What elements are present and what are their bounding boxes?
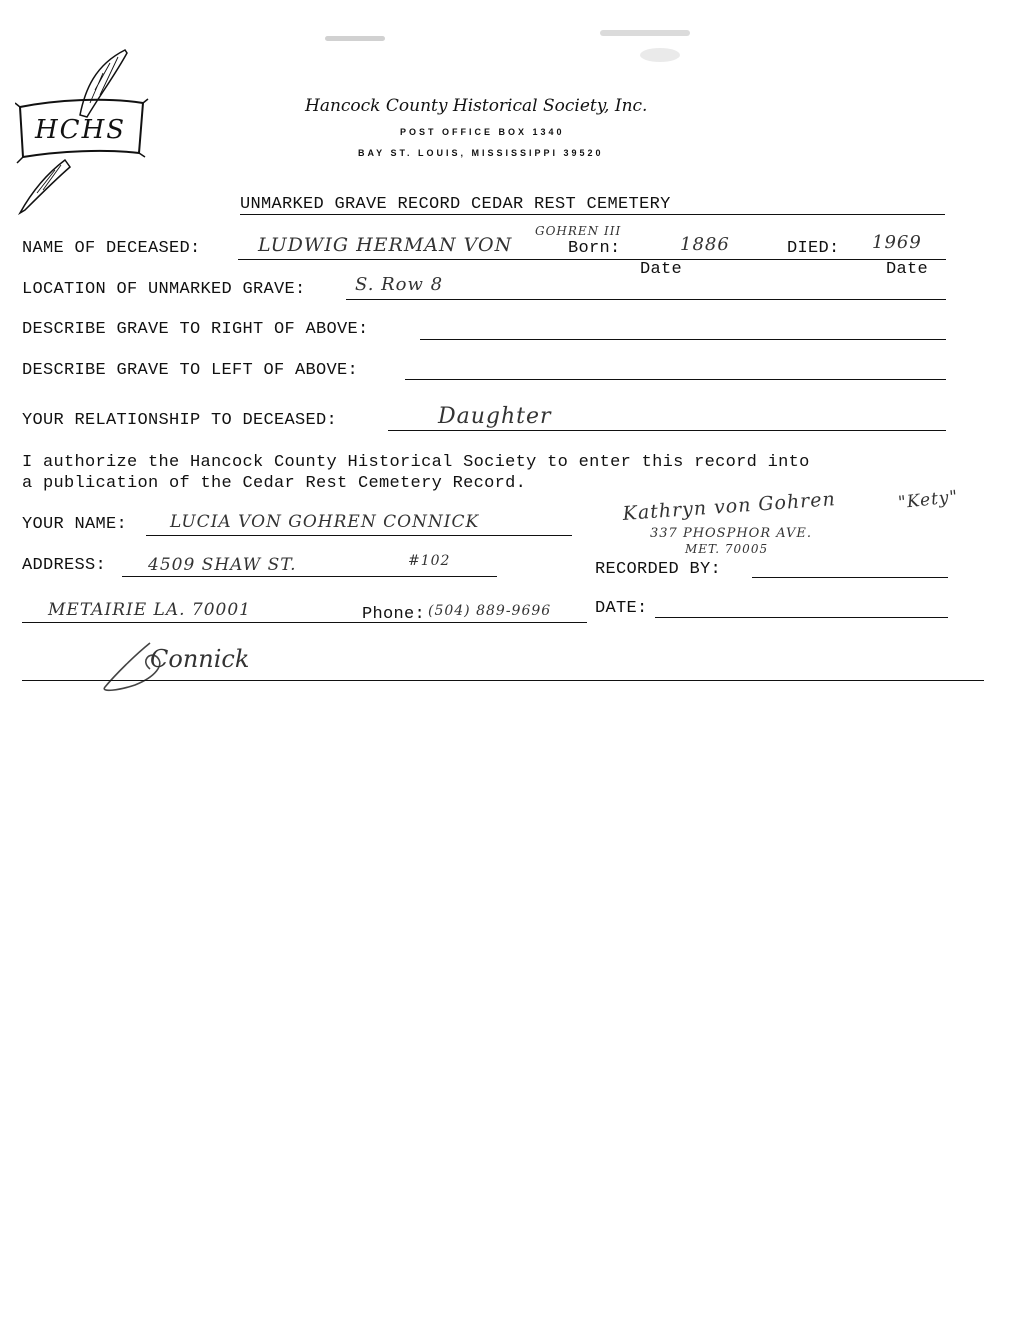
born-value: 1886 xyxy=(680,234,730,255)
city-value: METAIRIE LA. 70001 xyxy=(48,600,251,620)
scan-artifact xyxy=(600,30,690,36)
your-name-rule xyxy=(146,535,572,536)
location-rule xyxy=(346,299,946,300)
signature-rule xyxy=(22,680,984,681)
left-rule xyxy=(405,379,946,380)
died-label: DIED: xyxy=(787,239,840,258)
note-nickname: "Kety" xyxy=(897,486,960,514)
signature-text: Connick xyxy=(150,645,250,673)
left-label: DESCRIBE GRAVE TO LEFT OF ABOVE: xyxy=(22,361,359,380)
phone-value: (504) 889-9696 xyxy=(428,603,552,619)
city-phone-rule xyxy=(22,622,587,623)
logo-monogram: HCHS xyxy=(35,115,127,145)
born-label: Born: xyxy=(568,239,621,258)
title-rule xyxy=(240,214,945,215)
location-value: S. Row 8 xyxy=(355,274,444,295)
date-label: DATE: xyxy=(595,599,648,618)
born-date-label: Date xyxy=(640,260,683,279)
right-label: DESCRIBE GRAVE TO RIGHT OF ABOVE: xyxy=(22,320,369,339)
scan-artifact xyxy=(325,36,385,41)
po-box: POST OFFICE BOX 1340 xyxy=(400,127,565,137)
died-date-label: Date xyxy=(886,260,929,279)
died-value: 1969 xyxy=(872,232,922,253)
phone-label: Phone: xyxy=(362,605,426,624)
address-label: ADDRESS: xyxy=(22,556,107,575)
your-name-value: LUCIA VON GOHREN CONNICK xyxy=(170,512,480,532)
authorization-line-1: I authorize the Hancock County Historical Society to enter this record into xyxy=(22,453,810,472)
note-name: Kathryn von Gohren xyxy=(622,488,837,525)
name-rule xyxy=(238,259,946,260)
date-rule xyxy=(655,617,948,618)
right-rule xyxy=(420,339,946,340)
name-label: NAME OF DECEASED: xyxy=(22,239,201,258)
location-label: LOCATION OF UNMARKED GRAVE: xyxy=(22,280,306,299)
name-suffix: GOHREN III xyxy=(535,224,622,238)
hchs-logo xyxy=(15,45,150,215)
relationship-value: Daughter xyxy=(438,404,552,429)
scan-artifact xyxy=(640,48,680,62)
relationship-rule xyxy=(388,430,946,431)
city-address: BAY ST. LOUIS, MISSISSIPPI 39520 xyxy=(358,148,604,158)
relationship-label: YOUR RELATIONSHIP TO DECEASED: xyxy=(22,411,338,430)
your-name-label: YOUR NAME: xyxy=(22,515,128,534)
address-value: 4509 SHAW ST. xyxy=(148,555,297,575)
recorded-by-rule xyxy=(752,577,948,578)
note-address-1: 337 PHOSPHOR AVE. xyxy=(650,526,813,541)
address-unit: #102 xyxy=(408,553,451,569)
authorization-line-2: a publication of the Cedar Rest Cemetery Record. xyxy=(22,474,527,493)
org-name: Hancock County Historical Society, Inc. xyxy=(305,96,648,116)
name-value: LUDWIG HERMAN VON xyxy=(258,234,513,256)
recorded-by-label: RECORDED BY: xyxy=(595,560,722,579)
signature xyxy=(95,635,325,695)
form-title: UNMARKED GRAVE RECORD CEDAR REST CEMETERY xyxy=(240,195,671,214)
address-rule xyxy=(122,576,497,577)
note-address-2: MET. 70005 xyxy=(685,542,769,556)
